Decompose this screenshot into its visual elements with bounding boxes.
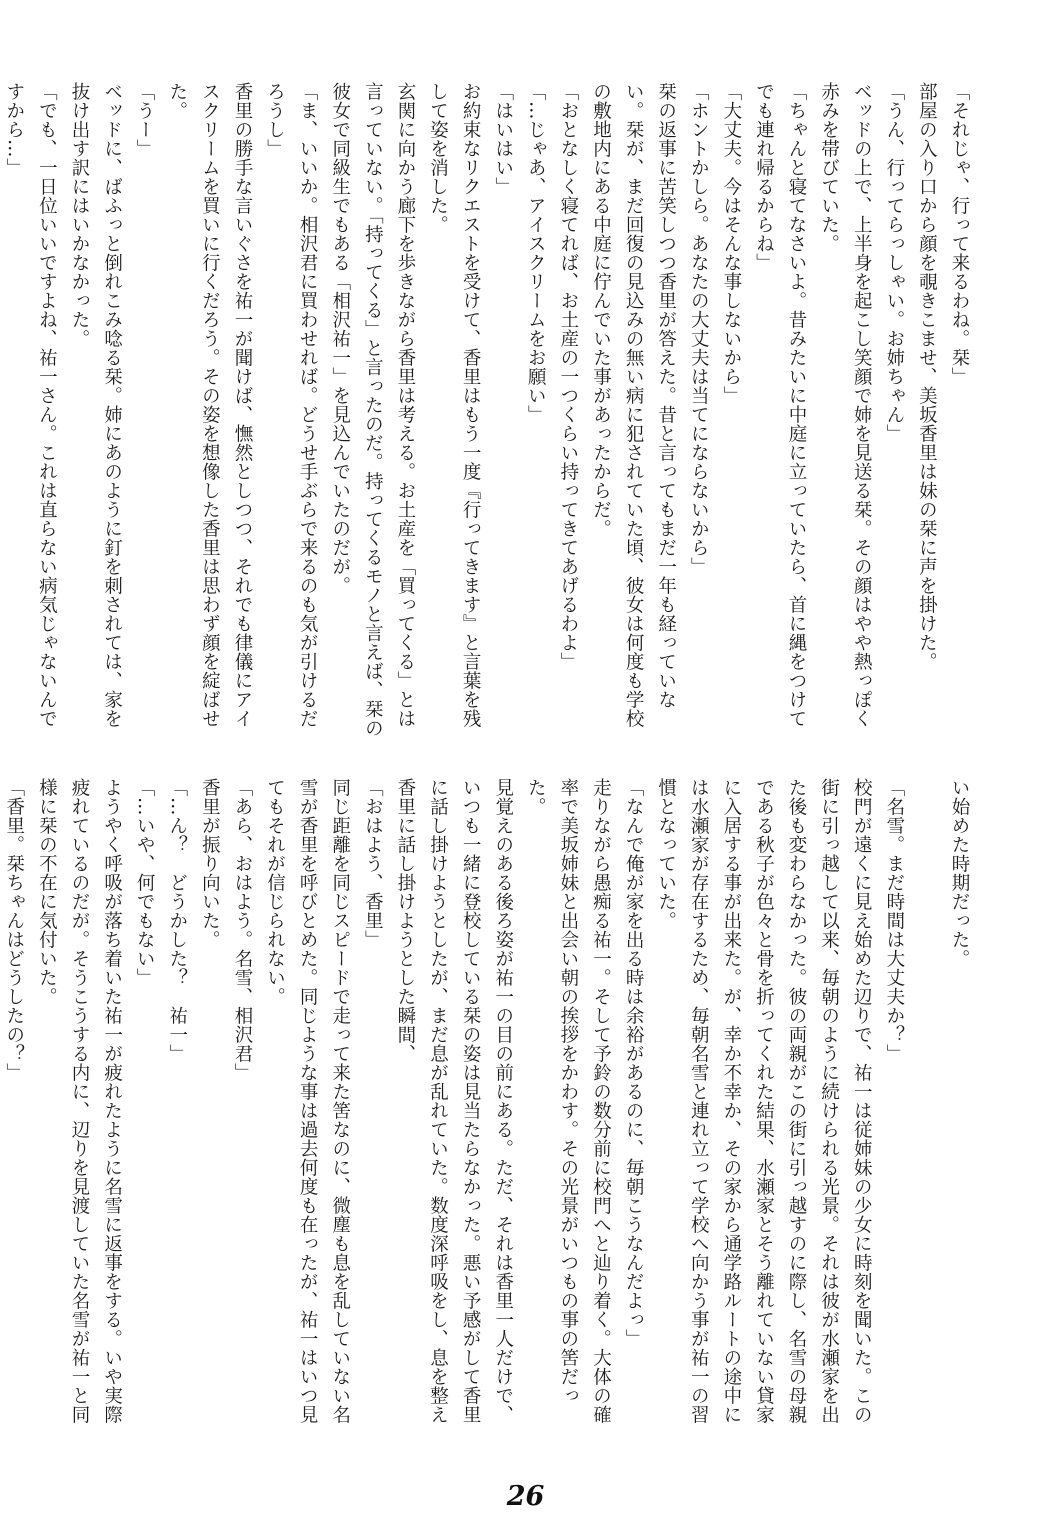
- paragraph: 「…ん？ どうかした？ 祐一」: [166, 778, 188, 1063]
- paragraph: ベッドの上で、上半身を起こし笑顔で姉を見送る栞。その顔はやや熱っぽく赤みを帯びていた。: [818, 82, 873, 728]
- paragraph: 「大丈夫。今はそんな事しないから」: [720, 82, 742, 405]
- paragraph: 見覚えのある後ろ姿が祐一の目の前にある。ただ、それは香里一人だけで、いつも一緒に登校している栞の姿は見当たらなかった。悪い予感がして香里に話し掛けようとしたが、まだ息が乱れていた。数度深呼吸をし、息を整え香里に話し掛けようとした瞬間、: [394, 778, 514, 1424]
- paragraph: 「ちゃんと寝てなさいよ。昔みたいに中庭に立っていたら、首に縄をつけてでも連れ帰るからね」: [753, 82, 808, 728]
- paragraph: ようやく呼吸が落ち着いた祐一が疲れたように名雪に返事をする。いや実際疲れているのだが。そうこうする内に、辺りを見渡していた名雪が祐一と同様に栞の不在に気付いた。: [36, 778, 123, 1424]
- paragraph: 「おはよう、香里」: [362, 778, 384, 949]
- paragraph: 「…いや、何でもない」: [134, 778, 156, 987]
- paragraph: 同じ距離を同じスピードで走って来た筈なのに、微塵も息を乱していない名雪が香里を呼びとめた。同じような事は過去何度も在ったが、祐一はいつ見てもそれが信じられない。: [264, 778, 351, 1424]
- paragraph: 香里が振り向いた。: [199, 778, 221, 949]
- paragraph: お約束なリクエストを受けて、香里はもう一度『行ってきます』と言葉を残して姿を消した。: [427, 82, 482, 728]
- paragraph: 「あら、おはよう。名雪、相沢君」: [231, 778, 253, 1082]
- paragraph: い始めた時期だった。: [949, 778, 970, 968]
- paragraph: 部屋の入り口から顔を覗きこませ、美坂香里は妹の栞に声を掛けた。: [916, 82, 938, 671]
- paragraph: 「でも、一日位いいですよね、祐一さん。これは直らない病気じゃないんですから…」: [3, 82, 58, 728]
- blank-line: [910, 778, 943, 1438]
- paragraph: 栞の返事に苦笑しつつ香里が答えた。昔と言ってもまだ一年も経っていない。栞が、まだ回復の見込みの無い病に犯されていた頃、彼女は何度も学校の敷地内にある中庭に佇んでいた事があったからだ。: [590, 82, 677, 728]
- paragraph: 「それじゃ、行って来るわね。栞」: [949, 82, 970, 386]
- paragraph: 校門が遠くに見え始めた辺りで、祐一は従姉妹の少女に時刻を聞いた。この街に引っ越して以来、毎朝のように続けられる光景。それは彼が水瀬家を出た後も変わらなかった。彼の両親がこの街に引っ越すのに際し、名雪の母親である秋子が色々と骨を折ってくれた結果、水瀬家とそう離れていない貸家に入居する事が出来た。が、幸か不幸か、その家から通学路ルートの途中には水瀬家が存在するため、毎朝名雪と連れ立って学校へ向かう事が祐一の習慣となっていた。: [655, 778, 873, 1424]
- paragraph: 「うん、行ってらっしゃい。お姉ちゃん」: [883, 82, 905, 443]
- paragraph: 「おとなしく寝てれば、お土産の一つくらい持ってきてあげるわよ」: [557, 82, 579, 671]
- paragraph: 「…じゃあ、アイスクリームをお願い」: [525, 82, 547, 424]
- paragraph: ベッドに、ばふっと倒れこみ唸る栞。姉にあのように釘を刺されては、家を抜け出す訳にはいかなかった。: [68, 82, 123, 728]
- story-text-upper-section: [3, 82, 975, 742]
- story-text-lower-section: [3, 778, 975, 1438]
- paragraph: 「香里。栞ちゃんはどうしたの？」: [3, 778, 25, 1082]
- paragraph: 「ま、いいか。相沢君に買わせれば。どうせ手ぶらで来るのも気が引けるだろうし」: [264, 82, 319, 728]
- paragraph: 香里の勝手な言いぐさを祐一が聞けば、憮然としつつ、それでも律儀にアイスクリームを買いに行くだろう。その姿を想像した香里は思わず顔を綻ばせた。: [166, 82, 253, 728]
- paragraph: 玄関に向かう廊下を歩きながら香里は考える。お土産を「買ってくる」とは言っていない。「持ってくる」と言ったのだ。持ってくるモノと言えば、栞の彼女で同級生でもある「相沢祐一」を見込んでいたのだが。: [329, 82, 416, 738]
- paragraph: 「うー」: [134, 82, 156, 158]
- paragraph: 「はいはい」: [492, 82, 514, 196]
- paragraph: 「名雪。まだ時間は大丈夫か？」: [883, 778, 905, 1063]
- page-number: 26: [506, 1481, 545, 1512]
- paragraph: 「ホントかしら。あなたの大丈夫は当てにならないから」: [688, 82, 710, 576]
- paragraph: 「なんで俺が家を出る時は余裕があるのに、毎朝こうなんだよっ」: [623, 778, 645, 1348]
- paragraph: 走りながら愚痴る祐一。そして予鈴の数分前に校門へと辿り着く。大体の確率で美坂姉妹と出会い朝の挨拶をかわす。その光景がいつもの事の筈だった。: [525, 778, 612, 1424]
